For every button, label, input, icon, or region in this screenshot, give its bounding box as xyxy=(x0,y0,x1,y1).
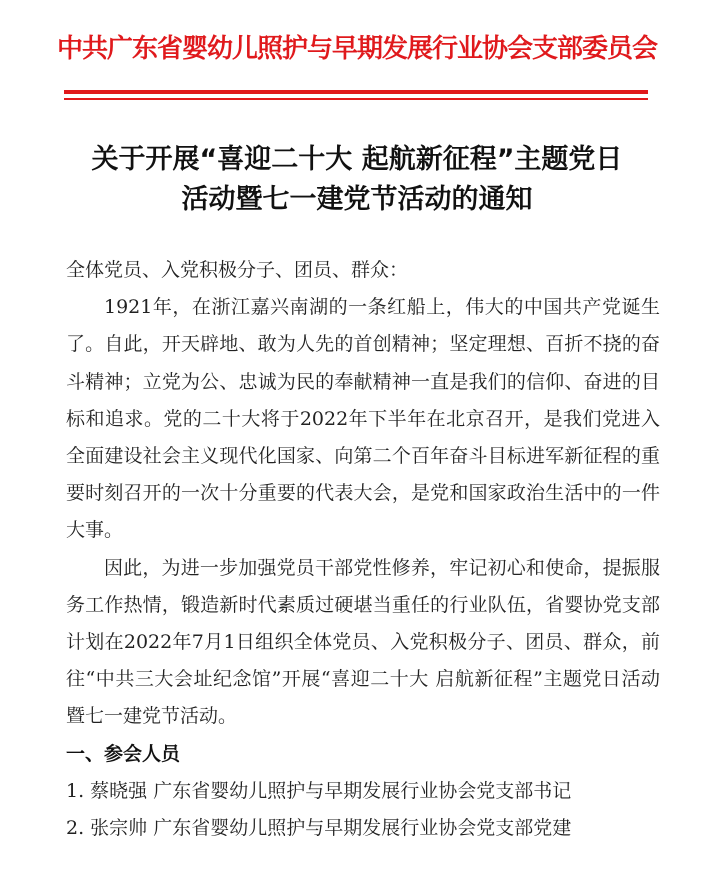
header-divider-thin xyxy=(64,98,648,100)
paragraph-history: 1921年，在浙江嘉兴南湖的一条红船上，伟大的中国共产党诞生了。自此，开天辟地、敢为人先的首创精神；坚定理想、百折不挠的奋斗精神；立党为公、忠诚为民的奉献精神一直是我们的信仰、奋进的目标和追求。党的二十大将于2022年下半年在北京召开，是我们党进入全面建设社会主义现代化国家、向第二个百年奋斗目标进军新征程的重要时刻召开的一次十分重要的代表大会，是党和国家政治生活中的一件大事。 xyxy=(66,296,660,542)
salutation: 全体党员、入党积极分子、团员、群众： xyxy=(66,259,409,281)
paragraph-activity-plan: 因此，为进一步加强党员干部党性修养，牢记初心和使命，提振服务工作热情，锻造新时代素质过硬堪当重任的行业队伍，省婴协党支部计划在2022年7月1日组织全体党员、入党积极分子、团员、群众，前往“中共三大会址纪念馆”开展“喜迎二十大 启航新征程”主题党日活动暨七一建党节活动。 xyxy=(66,556,660,728)
document-title-line-1: 关于开展“喜迎二十大 起航新征程”主题党日 xyxy=(91,144,623,175)
org-header: 中共广东省婴幼儿照护与早期发展行业协会支部委员会 xyxy=(56,34,657,64)
document-title-line-2: 活动暨七一建党节活动的通知 xyxy=(181,184,533,215)
attendee-item: 1. 蔡晓强 广东省婴幼儿照护与早期发展行业协会党支部书记 xyxy=(66,779,572,802)
section-heading-attendees: 一、参会人员 xyxy=(66,742,181,765)
header-divider-thick xyxy=(64,90,648,94)
attendee-item: 2. 张宗帅 广东省婴幼儿照护与早期发展行业协会党支部党建 xyxy=(66,817,572,840)
document-body xyxy=(66,252,660,847)
